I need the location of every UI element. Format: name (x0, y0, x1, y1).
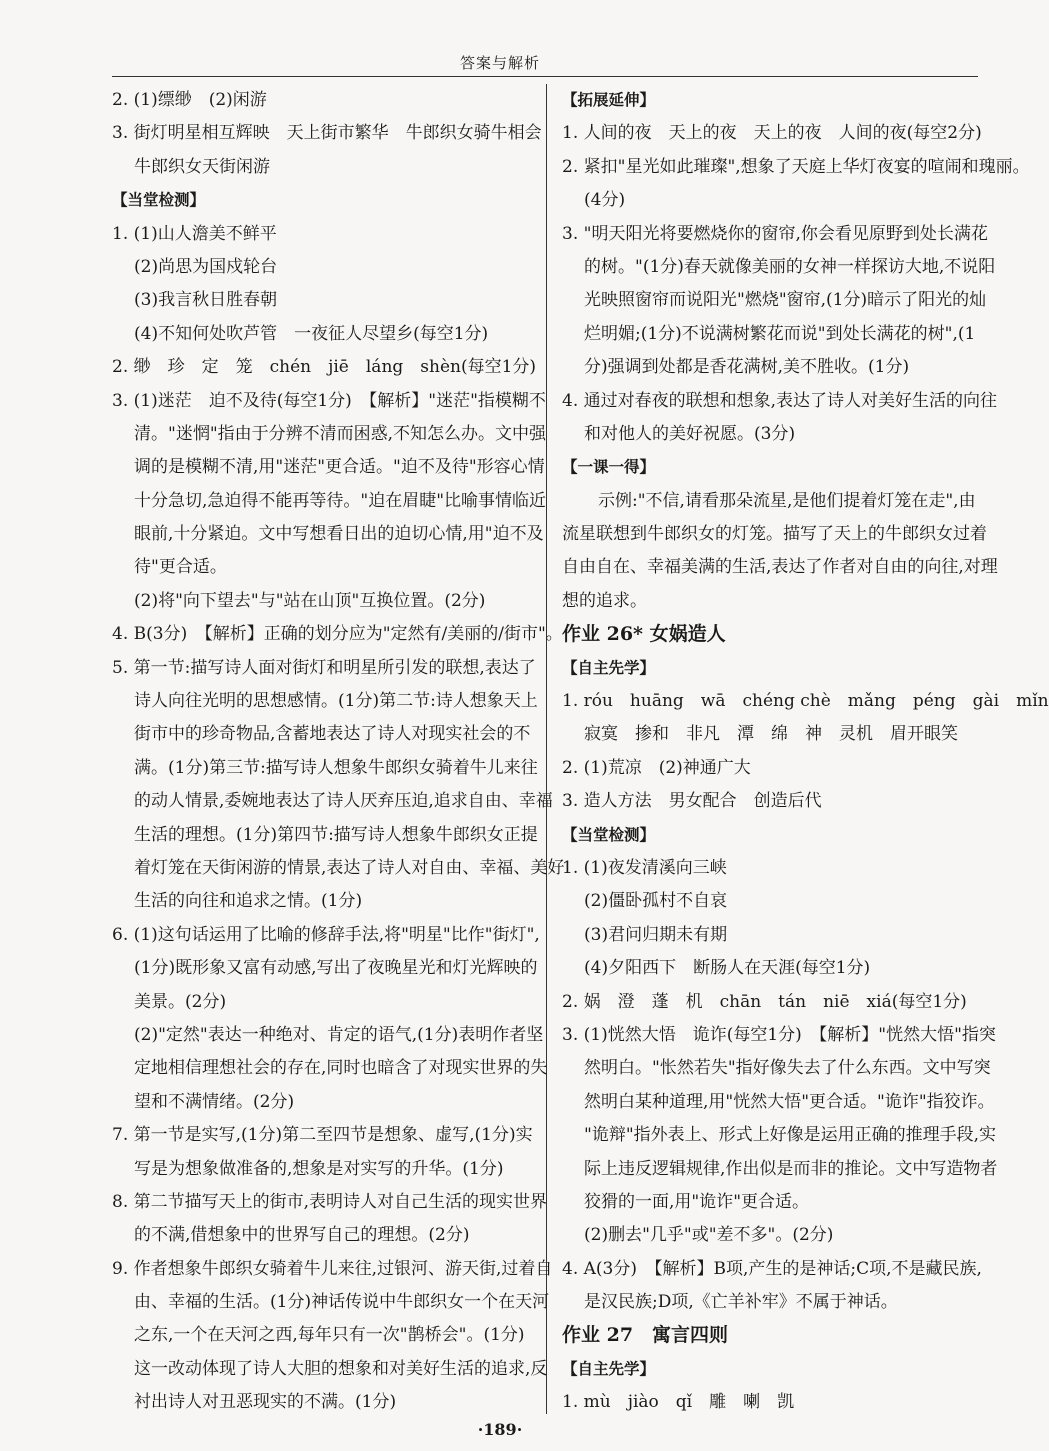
left-column (112, 84, 565, 1420)
answer-line: 待"更合适。 (134, 557, 227, 578)
answer-line: 自由自在、幸福美满的生活,表达了作者对自由的向往,对理 (562, 557, 998, 578)
answer-line: 牛郎织女天街闲游 (134, 156, 270, 177)
answer-line: 2. 娲 澄 蓬 机 chān tán niē xiá(每空1分) (562, 991, 967, 1012)
answer-line: (4)夕阳西下 断肠人在天涯(每空1分) (584, 958, 871, 979)
section-heading: 【当堂检测】 (112, 191, 206, 210)
page-header: 答案与解析 (459, 54, 540, 72)
answer-line: 眼前,十分紧迫。文中写想看日出的迫切心情,用"迫不及 (134, 524, 544, 545)
answer-line: 际上违反逻辑规律,作出似是而非的推论。文中写造物者 (584, 1158, 998, 1179)
answer-line: (3)君问归期未有期 (584, 924, 728, 945)
answer-line: 2. 缈 珍 定 笼 chén jiē láng shèn(每空1分) (112, 357, 537, 378)
answer-line: 8. 第二节描写天上的街市,表明诗人对自己生活的现实世界 (112, 1191, 548, 1212)
answer-line: 烂明媚;(1分)不说满树繁花而说"到处长满花的树",(1 (584, 323, 976, 344)
answer-line: (2)僵卧孤村不自哀 (584, 891, 728, 912)
answer-line: 这一改动体现了诗人大胆的想象和对美好生活的追求,反 (134, 1358, 548, 1379)
answer-line: (2)尚思为国戍轮台 (134, 256, 278, 277)
answer-line: 定地相信理想社会的存在,同时也暗含了对现实世界的失 (134, 1058, 548, 1079)
answer-line: 着灯笼在天街闲游的情景,表达了诗人对自由、幸福、美好 (134, 857, 565, 878)
answer-line: 3. "明天阳光将要燃烧你的窗帘,你会看见原野到处长满花 (562, 223, 988, 244)
answer-line: 3. (1)恍然大悟 诡诈(每空1分) 【解析】"恍然大悟"指突 (562, 1024, 996, 1045)
answer-line: 调的是模糊不清,用"迷茫"更合适。"迫不及待"形容心情 (134, 457, 545, 478)
answer-line: (1分)既形象又富有动感,写出了夜晚星光和灯光辉映的 (134, 958, 538, 979)
answer-line: 3. (1)迷茫 迫不及待(每空1分) 【解析】"迷茫"指模糊不 (112, 390, 546, 411)
answer-line: 望和不满情绪。(2分) (134, 1091, 295, 1112)
answer-line: 清。"迷惘"指由于分辨不清而困惑,不知怎么办。文中强 (134, 423, 547, 444)
section-heading: 【自主先学】 (562, 658, 656, 677)
answer-line: 之东,一个在天河之西,每年只有一次"鹊桥会"。(1分) (134, 1325, 525, 1346)
answer-line: (2)"定然"表达一种绝对、肯定的语气,(1分)表明作者坚 (134, 1024, 544, 1045)
answer-line: 4. 通过对春夜的联想和想象,表达了诗人对美好生活的向往 (562, 390, 998, 411)
answer-line: 然明白。"怅然若失"指好像失去了什么东西。文中写突 (584, 1058, 991, 1079)
answer-line: "诡辩"指外表上、形式上好像是运用正确的推理手段,实 (584, 1125, 997, 1146)
answer-line: 3. 街灯明星相互辉映 天上街市繁华 牛郎织女骑牛相会 (112, 123, 542, 144)
answer-line: 流星联想到牛郎织女的灯笼。描写了天上的牛郎织女过着 (562, 524, 987, 545)
answer-line: 1. 人间的夜 天上的夜 天上的夜 人间的夜(每空2分) (562, 123, 982, 144)
answer-line: 1. (1)山人澹美不鲜平 (112, 223, 277, 244)
section-heading: 【一课一得】 (562, 458, 656, 477)
answer-line: 2. (1)缥缈 (2)闲游 (112, 90, 267, 110)
answer-line: 由、幸福的生活。(1分)神话传说中牛郎织女一个在天河 (134, 1292, 550, 1313)
answer-line: 满。(1分)第三节:描写诗人想象牛郎织女骑着牛儿来往 (134, 757, 538, 778)
page-number: ·189· (477, 1420, 523, 1439)
homework-title: 作业 26* 女娲造人 (562, 623, 726, 646)
answer-line: 写是为想象做准备的,想象是对实写的升华。(1分) (134, 1158, 504, 1179)
answer-line: 3. 造人方法 男女配合 创造后代 (562, 791, 822, 812)
answer-line: (3)我言秋日胜春朝 (134, 290, 278, 311)
answer-line: 1. róu huāng wā chéng chè mǎng péng gài mǐn (562, 691, 1049, 712)
answer-line: 2. (1)荒凉 (2)神通广大 (562, 757, 751, 778)
answer-line: 分)强调到处都是香花满树,美不胜收。(1分) (584, 357, 910, 378)
answer-line: 9. 作者想象牛郎织女骑着牛儿来往,过银河、游天街,过着自 (112, 1258, 553, 1279)
answer-line: 7. 第一节是实写,(1分)第二至四节是想象、虚写,(1分)实 (112, 1125, 533, 1146)
answer-line: 的不满,借想象中的世界写自己的理想。(2分) (134, 1225, 470, 1246)
answer-line: 2. 紧扣"星光如此璀璨",想象了天庭上华灯夜宴的喧闹和瑰丽。 (562, 156, 1030, 177)
answer-line: 狡猾的一面,用"诡诈"更合适。 (584, 1191, 810, 1212)
header-rule (112, 76, 978, 77)
section-heading: 【拓展延伸】 (562, 91, 656, 109)
answer-line: 美景。(2分) (134, 991, 227, 1012)
answer-line: 光映照窗帘而说阳光"燃烧"窗帘,(1分)暗示了阳光的灿 (584, 290, 987, 311)
answer-line: 1. mù jiào qǐ 雕 喇 凯 (562, 1392, 795, 1413)
answer-line: 5. 第一节:描写诗人面对街灯和明星所引发的联想,表达了 (112, 657, 536, 678)
answer-line: 街市中的珍奇物品,含蓄地表达了诗人对现实社会的不 (134, 724, 531, 745)
answer-line: 4. A(3分) 【解析】B项,产生的是神话;C项,不是藏民族, (562, 1258, 982, 1279)
answer-line: 十分急切,急迫得不能再等待。"迫在眉睫"比喻事情临近 (134, 490, 547, 511)
answer-line: 诗人向往光明的思想感情。(1分)第二节:诗人想象天上 (134, 691, 538, 712)
answer-line: 是汉民族;D项,《亡羊补牢》不属于神话。 (584, 1292, 898, 1313)
answer-line: (2)将"向下望去"与"站在山顶"互换位置。(2分) (134, 590, 486, 611)
answer-line: (4分) (584, 190, 626, 211)
homework-title: 作业 27 寓言四则 (562, 1324, 729, 1347)
answer-line: (4)不知何处吹芦管 一夜征人尽望乡(每空1分) (134, 323, 489, 344)
answer-line: 4. B(3分) 【解析】正确的划分应为"定然有/美丽的/街市"。 (112, 624, 563, 645)
answer-line: 和对他人的美好祝愿。(3分) (584, 423, 796, 444)
answer-line: (2)删去"几乎"或"差不多"。(2分) (584, 1225, 834, 1246)
answer-line: 生活的理想。(1分)第四节:描写诗人想象牛郎织女正提 (134, 824, 538, 845)
answer-line: 6. (1)这句话运用了比喻的修辞手法,将"明星"比作"街灯", (112, 924, 540, 945)
right-column (562, 84, 1049, 1420)
section-heading: 【当堂检测】 (562, 825, 656, 844)
answer-line: 寂寞 掺和 非凡 潭 绵 神 灵机 眉开眼笑 (584, 724, 958, 745)
answer-line: 的树。"(1分)春天就像美丽的女神一样探访大地,不说阳 (584, 256, 996, 277)
column-divider (546, 84, 547, 1414)
answer-line: 示例:"不信,请看那朵流星,是他们提着灯笼在走",由 (598, 490, 976, 511)
answer-line: 想的追求。 (562, 590, 647, 611)
answer-line: 生活的向往和追求之情。(1分) (134, 891, 363, 912)
answer-line: 的动人情景,委婉地表达了诗人厌弃压迫,追求自由、幸福 (134, 791, 553, 812)
answer-line: 1. (1)夜发清溪向三峡 (562, 857, 727, 878)
answer-line: 然明白某种道理,用"恍然大悟"更合适。"诡诈"指狡诈。 (584, 1091, 995, 1112)
section-heading: 【自主先学】 (562, 1359, 656, 1378)
answer-line: 衬出诗人对丑恶现实的不满。(1分) (134, 1392, 397, 1413)
